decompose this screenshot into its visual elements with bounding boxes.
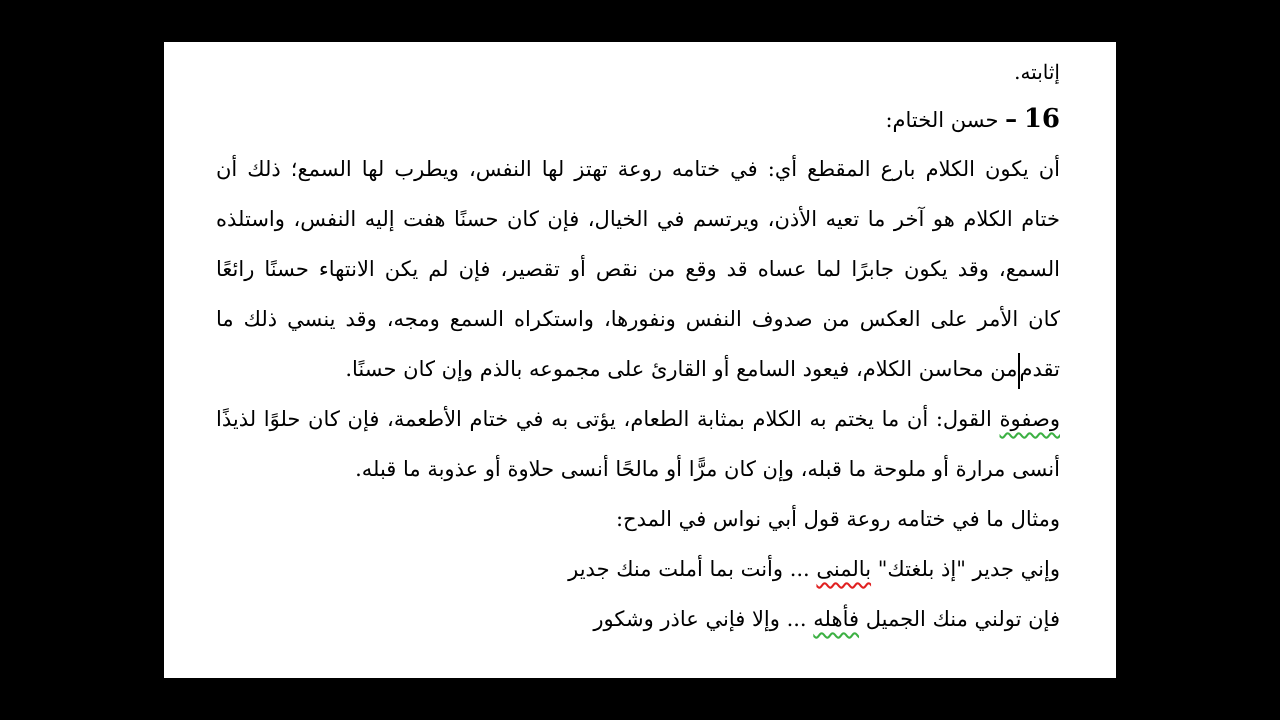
text-line: إثابته. [1014,60,1060,84]
verse-line [216,594,1060,644]
text-line: أنسى مرارة أو ملوحة ما قبله، وإن كان مرًّا أو مالحًا أنسى حلاوة أو عذوبة ما قبله. [355,457,1060,481]
text-fragment: تقدم [1019,357,1060,381]
text-fragment: القول: أن ما يختم به الكلام بمثابة الطعام، يؤتى به في ختام الأطعمة، فإن كان حلوًا لذيذًا [216,407,992,431]
heading-dash: – [1005,104,1018,133]
verse-fragment: ... وأنت بما أملت منك جدير [568,557,810,581]
section-heading [216,94,1060,144]
text-line: كان الأمر على العكس من صدوف النفس ونفورها، واستكراه السمع ومجه، وقد ينسي ذلك ما [216,307,1060,331]
spellcheck-word[interactable]: فأهله [813,607,860,631]
document-body[interactable] [216,50,1060,644]
verse-fragment: ... وإلا فإني عاذر وشكور [593,607,807,631]
heading-number: 16 [1023,104,1060,134]
verse-line [216,544,1060,594]
text-line: ختام الكلام هو آخر ما تعيه الأذن، ويرتسم في الخيال، فإن كان حسنًا هفت إليه النفس، واستلذه [216,207,1060,231]
text-line: السمع، وقد يكون جابرًا لما عساه قد وقع من نقص أو تقصير، فإن لم يكن الانتهاء حسنًا رائعًا [216,257,1060,281]
text-fragment: من محاسن الكلام، فيعود السامع أو القارئ على مجموعه بالذم وإن كان حسنًا. [345,357,1018,381]
text-line [216,394,1060,444]
spellcheck-word[interactable]: وصفوة [999,407,1060,431]
spellcheck-word[interactable]: بالمنى [816,557,872,581]
text-line: أن يكون الكلام بارع المقطع أي: في ختامه روعة تهتز لها النفس، ويطرب لها السمع؛ ذلك أن [216,157,1060,181]
text-line: ومثال ما في ختامه روعة قول أبي نواس في المدح: [615,507,1060,531]
document-page [164,42,1116,678]
verse-fragment: فإن تولني منك الجميل [865,607,1060,631]
verse-fragment: وإني جدير "إذ بلغتك" [877,557,1060,581]
text-line-with-cursor [216,344,1060,394]
heading-title: حسن الختام: [885,108,999,132]
